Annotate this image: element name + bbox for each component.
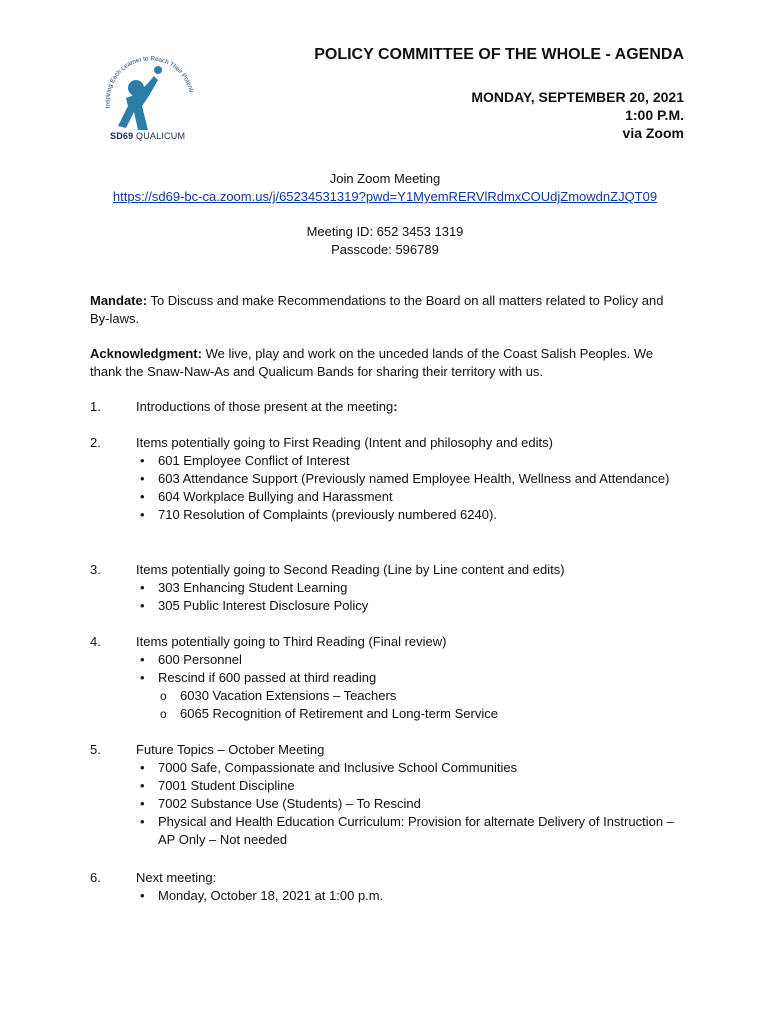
- item-number: 2.: [90, 435, 101, 450]
- item-heading: Future Topics – October Meeting: [136, 742, 325, 757]
- logo-school: SD69: [110, 131, 134, 141]
- meeting-date: MONDAY, SEPTEMBER 20, 2021: [471, 89, 684, 105]
- item-bullet-list: [136, 759, 684, 849]
- meeting-passcode: Passcode: 596789: [331, 242, 439, 257]
- item-number: 3.: [90, 562, 101, 577]
- item-heading: Items potentially going to Third Reading (Final review): [136, 634, 447, 649]
- agenda-item-5: [90, 741, 684, 849]
- zoom-join-block: [0, 170, 770, 206]
- sub-list-item: o 6030 Vacation Extensions – Teachers: [158, 687, 684, 705]
- acknowledgment-text: We live, play and work on the unceded lands of the Coast Salish Peoples. We thank the Snaw-Naw-As and Qualicum Bands for sharing their territory with us.: [90, 346, 654, 379]
- list-item: • 7002 Substance Use (Students) – To Rescind: [136, 795, 684, 813]
- mandate-paragraph: [90, 292, 684, 328]
- agenda-item-6: [90, 869, 684, 905]
- item-heading: Introductions of those present at the meeting: [136, 399, 394, 414]
- sub-list-item: o 6065 Recognition of Retirement and Long-term Service: [158, 705, 684, 723]
- acknowledgment-label: Acknowledgment:: [90, 346, 202, 361]
- mandate-text: To Discuss and make Recommendations to the Board on all matters related to Policy and By-laws.: [90, 293, 664, 326]
- item-number: 1.: [90, 399, 101, 414]
- list-item: • 303 Enhancing Student Learning: [136, 579, 684, 597]
- zoom-meeting-link[interactable]: https://sd69-bc-ca.zoom.us/j/65234531319?pwd=Y1MyemRERVlRdmxCOUdjZmowdnZJQT09: [112, 189, 658, 204]
- zoom-join-label: Join Zoom Meeting: [329, 171, 441, 186]
- item-bullet-list: [136, 579, 684, 615]
- item-number: 4.: [90, 634, 101, 649]
- list-item: • 7001 Student Discipline: [136, 777, 684, 795]
- meeting-time: 1:00 P.M.: [625, 107, 684, 123]
- meeting-location: via Zoom: [622, 125, 684, 141]
- item-heading-colon: :: [393, 399, 398, 414]
- item-bullet-list: [136, 651, 684, 687]
- list-item: • 710 Resolution of Complaints (previously numbered 6240).: [136, 506, 684, 524]
- meeting-datetime: [471, 88, 684, 142]
- acknowledgment-paragraph: [90, 345, 684, 381]
- agenda-item-3: [90, 561, 684, 615]
- item-number: 6.: [90, 870, 101, 885]
- item-sub-bullet-list: [136, 687, 684, 723]
- item-heading: Items potentially going to First Reading (Intent and philosophy and edits): [136, 435, 553, 450]
- item-heading: Items potentially going to Second Reading (Line by Line content and edits): [136, 562, 565, 577]
- list-item: • Physical and Health Education Curriculum: Provision for alternate Delivery of Instruction – AP Only – Not needed: [136, 813, 684, 849]
- agenda-title: POLICY COMMITTEE OF THE WHOLE - AGENDA: [314, 46, 684, 63]
- item-bullet-list: [136, 887, 684, 905]
- list-item: • Monday, October 18, 2021 at 1:00 p.m.: [136, 887, 684, 905]
- list-item: • 305 Public Interest Disclosure Policy: [136, 597, 684, 615]
- mandate-label: Mandate:: [90, 293, 148, 308]
- meeting-id: Meeting ID: 652 3453 1319: [306, 224, 464, 239]
- logo-arc-text: Inspiring Each Learner to Reach Their Potenti: [104, 55, 195, 109]
- list-item: • Rescind if 600 passed at third reading: [136, 669, 684, 687]
- agenda-item-2: [90, 434, 684, 524]
- logo-wordmark: [110, 131, 185, 141]
- agenda-item-4: [90, 633, 684, 723]
- item-number: 5.: [90, 742, 101, 757]
- list-item: • 601 Employee Conflict of Interest: [136, 452, 684, 470]
- list-item: • 604 Workplace Bullying and Harassment: [136, 488, 684, 506]
- item-bullet-list: [136, 452, 684, 524]
- item-heading: Next meeting:: [136, 870, 217, 885]
- agenda-item-1: [90, 398, 684, 416]
- list-item: • 7000 Safe, Compassionate and Inclusive School Communities: [136, 759, 684, 777]
- list-item: • 603 Attendance Support (Previously named Employee Health, Wellness and Attendance): [136, 470, 684, 488]
- list-item: • 600 Personnel: [136, 651, 684, 669]
- logo-name: QUALICUM: [136, 131, 186, 141]
- meeting-credentials: [0, 223, 770, 259]
